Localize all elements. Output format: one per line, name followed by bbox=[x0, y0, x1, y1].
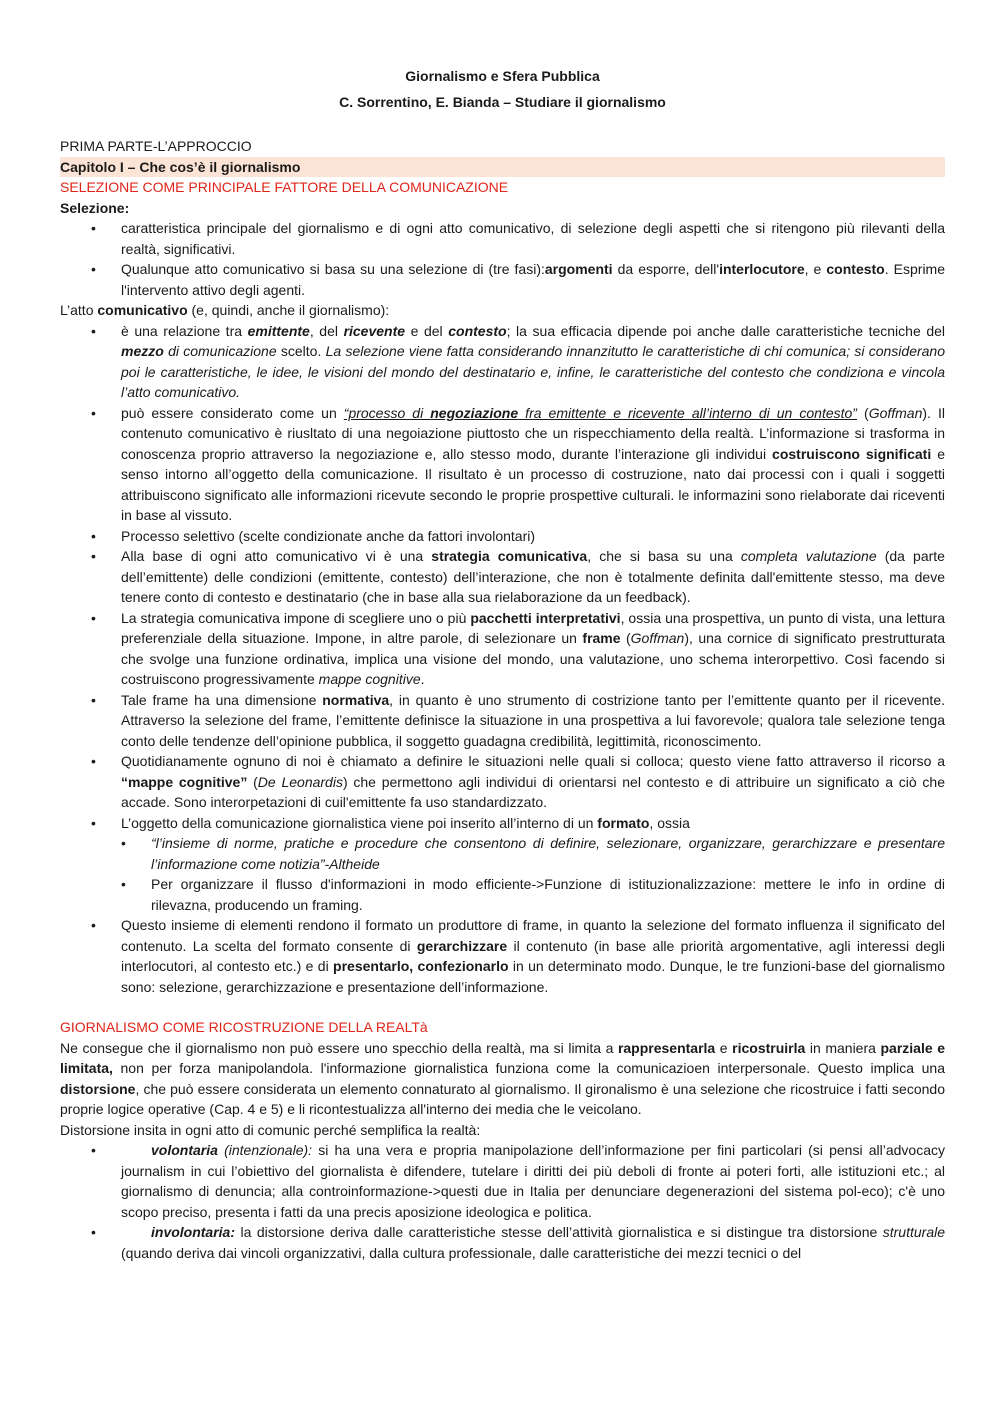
list-item: • volontaria (intenzionale): si ha una vera e propria manipolazione dell’informazione per fini particolari (si pensi all’advocacy journalism in cui l’obiettivo del giornalista è difendere, tutelare i diritti dei più deboli di fronte ai poteri forti, alle istituzioni etc.; al giornalismo di denuncia; alla controinformazione->questi due in Italia per denunciare degenerazioni del sistema pol-eco); c'è uno scopo preciso, presenta i fatti da una precis aposizione ideologica e politica. bbox=[121, 1140, 945, 1222]
formato-sublist bbox=[121, 833, 945, 915]
document-page bbox=[60, 66, 945, 1263]
list-item: • è una relazione tra emittente, del ricevente e del contesto; la sua efficacia dipende poi anche dalle caratteristiche tecniche del mezzo di comunicazione scelto. La selezione viene fatta considerando innanzitutto le caratteristiche di chi comunica; si considerano poi le caratteristiche, le idee, le visioni del mondo del destinatario e, infine, le caratteristiche del contesto che condiziona e vincola l’atto comunicativo. bbox=[121, 321, 945, 403]
atto-list bbox=[60, 321, 945, 998]
list-item: • L’oggetto della comunicazione giornalistica viene poi inserito all’interno di un formato, ossia • “l’insieme di norme, pratiche e procedure che consentono di definire, selezionare, organizzare, gerarchizzare e presentare l’informazione come notizia”-Altheide • Per organizzare il flusso d'informazioni in modo efficiente->Funzione di istituzionalizzazione: mettere le info in ordine di rilevazna, producendo un framing. bbox=[121, 813, 945, 916]
selezione-list bbox=[60, 218, 945, 300]
distorsione-list bbox=[60, 1140, 945, 1263]
list-item: • La strategia comunicativa impone di scegliere uno o più pacchetti interpretativi, ossia una prospettiva, un punto di vista, una lettura preferenziale della situazione. Impone, in altre parole, di selezionare un frame (Goffman), una cornice di significato prestrutturata che svolge una funzione ordinativa, implica una visione del mondo, una valutazione, uno schema interorpettivo. Così facendo si costruiscono progressivamente mappe cognitive. bbox=[121, 608, 945, 690]
list-item: • Quotidianamente ognuno di noi è chiamato a definire le situazioni nelle quali si colloca; questo viene fatto attraverso il ricorso a “mappe cognitive” (De Leonardis) che permettono agli individui di orientarsi nel contesto e di attribuire un significato a ciò che accade. Sono interorpetazioni di cuil'emittente fa uso standardizzato. bbox=[121, 751, 945, 813]
spacer bbox=[60, 112, 945, 136]
selezione-label: Selezione: bbox=[60, 199, 130, 216]
list-item: • caratteristica principale del giornalismo e di ogni atto comunicativo, di selezione degli aspetti che si ritengono più rilevanti della realtà, significativi. bbox=[121, 218, 945, 259]
chapter-heading: Capitolo I – Che cos’è il giornalismo bbox=[60, 157, 945, 178]
section-heading-ricostruzione: GIORNALISMO COME RICOSTRUZIONE DELLA REALTà bbox=[60, 1019, 428, 1035]
section-heading-selezione: SELEZIONE COME PRINCIPALE FATTORE DELLA COMUNICAZIONE bbox=[60, 179, 509, 195]
list-item: • Qualunque atto comunicativo si basa su una selezione di (tre fasi):argomenti da esporre, dell'interlocutore, e contesto. Esprime l'intervento attivo degli agenti. bbox=[121, 259, 945, 300]
list-item: • Questo insieme di elementi rendono il formato un produttore di frame, in quanto la selezione del formato influenza il significato del contenuto. La scelta del formato consente di gerarchizzare il contenuto (in base alle priorità argomentative, agli interessi degli interlocutori, al contesto etc.) e di presentarlo, confezionarlo in un determinato modo. Dunque, le tre funzioni-base del giornalismo sono: selezione, gerarchizzazione e presentazione dell’informazione. bbox=[121, 915, 945, 997]
spacer bbox=[60, 997, 945, 1017]
document-subtitle: C. Sorrentino, E. Bianda – Studiare il giornalismo bbox=[339, 94, 666, 110]
list-item: • “l’insieme di norme, pratiche e procedure che consentono di definire, selezionare, organizzare, gerarchizzare e presentare l’informazione come notizia”-Altheide bbox=[151, 833, 945, 874]
document-title: Giornalismo e Sfera Pubblica bbox=[405, 68, 600, 84]
ricostruzione-paragraph: Ne consegue che il giornalismo non può essere uno specchio della realtà, ma si limita a rappresentarla e ricostruirla in maniera parziale e limitata, non per forza manipolandola. l'informazione giornalistica funziona come la comunicazioen interpersonale. Questo implica una distorsione, che può essere considerata un elemento connaturato al giornalismo. Il gironalismo è una selezione che ricostruice i fatti secondo proprie logice operative (Cap. 4 e 5) e li ricontestualizza all'interno dei media che le veicolano. bbox=[60, 1039, 945, 1117]
list-item: • Tale frame ha una dimensione normativa, in quanto è uno strumento di costrizione tanto per l’emittente quanto per il ricevente. Attraverso la selezione del frame, l’emittente definisce la situazione in una prospettiva a lui favorevole; qualora tale selezione tenga conto delle tendenze dell’opinione pubblica, il soggetto guadagna credibilità, legittimità, riconoscimento. bbox=[121, 690, 945, 752]
list-item: • involontaria: la distorsione deriva dalle caratteristiche stesse dell’attività giornalistica e si distingue tra distorsione strutturale (quando deriva dai vincoli organizzativi, dalla cultura professionale, dalle caratteristiche dei mezzi tecnici o del bbox=[121, 1222, 945, 1263]
part-heading: PRIMA PARTE-L’APPROCCIO bbox=[60, 138, 252, 154]
atto-intro: L’atto comunicativo (e, quindi, anche il giornalismo): bbox=[60, 302, 390, 318]
list-item: • Per organizzare il flusso d'informazioni in modo efficiente->Funzione di istituzionalizzazione: mettere le info in ordine di rilevazna, producendo un framing. bbox=[151, 874, 945, 915]
distorsione-intro: Distorsione insita in ogni atto di comunic perché semplifica la realtà: bbox=[60, 1121, 481, 1138]
list-item: • può essere considerato come un “processo di negoziazione fra emittente e ricevente all’interno di un contesto” (Goffman). Il contenuto comunicativo è riusltato di una negoiazione piuttosto che un rispecchiamento della realtà. L’informazione si trasforma in conoscenza proprio attraverso la negoziazione e, allo stesso modo, durante l’interazione gli individui costruiscono significati e senso intorno all’oggetto della comunicazione. Il risultato è un processo di costruzione, nato dai processi con i quali i soggetti attribuiscono significato alle informazioni ricevute secondo le proprie prospettive culturali. le informazini sono rielaborate dai riceventi in base al vissuto. bbox=[121, 403, 945, 526]
list-item: • Processo selettivo (scelte condizionate anche da fattori involontari) bbox=[121, 526, 945, 547]
list-item: • Alla base di ogni atto comunicativo vi è una strategia comunicativa, che si basa su una completa valutazione (da parte dell’emittente) delle condizioni (emittente, contesto) dell’interazione, che non è totalmente definita dall'emittente stesso, ma deve tenere conto di contesto e destinatario (che in base alla sua rielaborazione da un feedback). bbox=[121, 546, 945, 608]
